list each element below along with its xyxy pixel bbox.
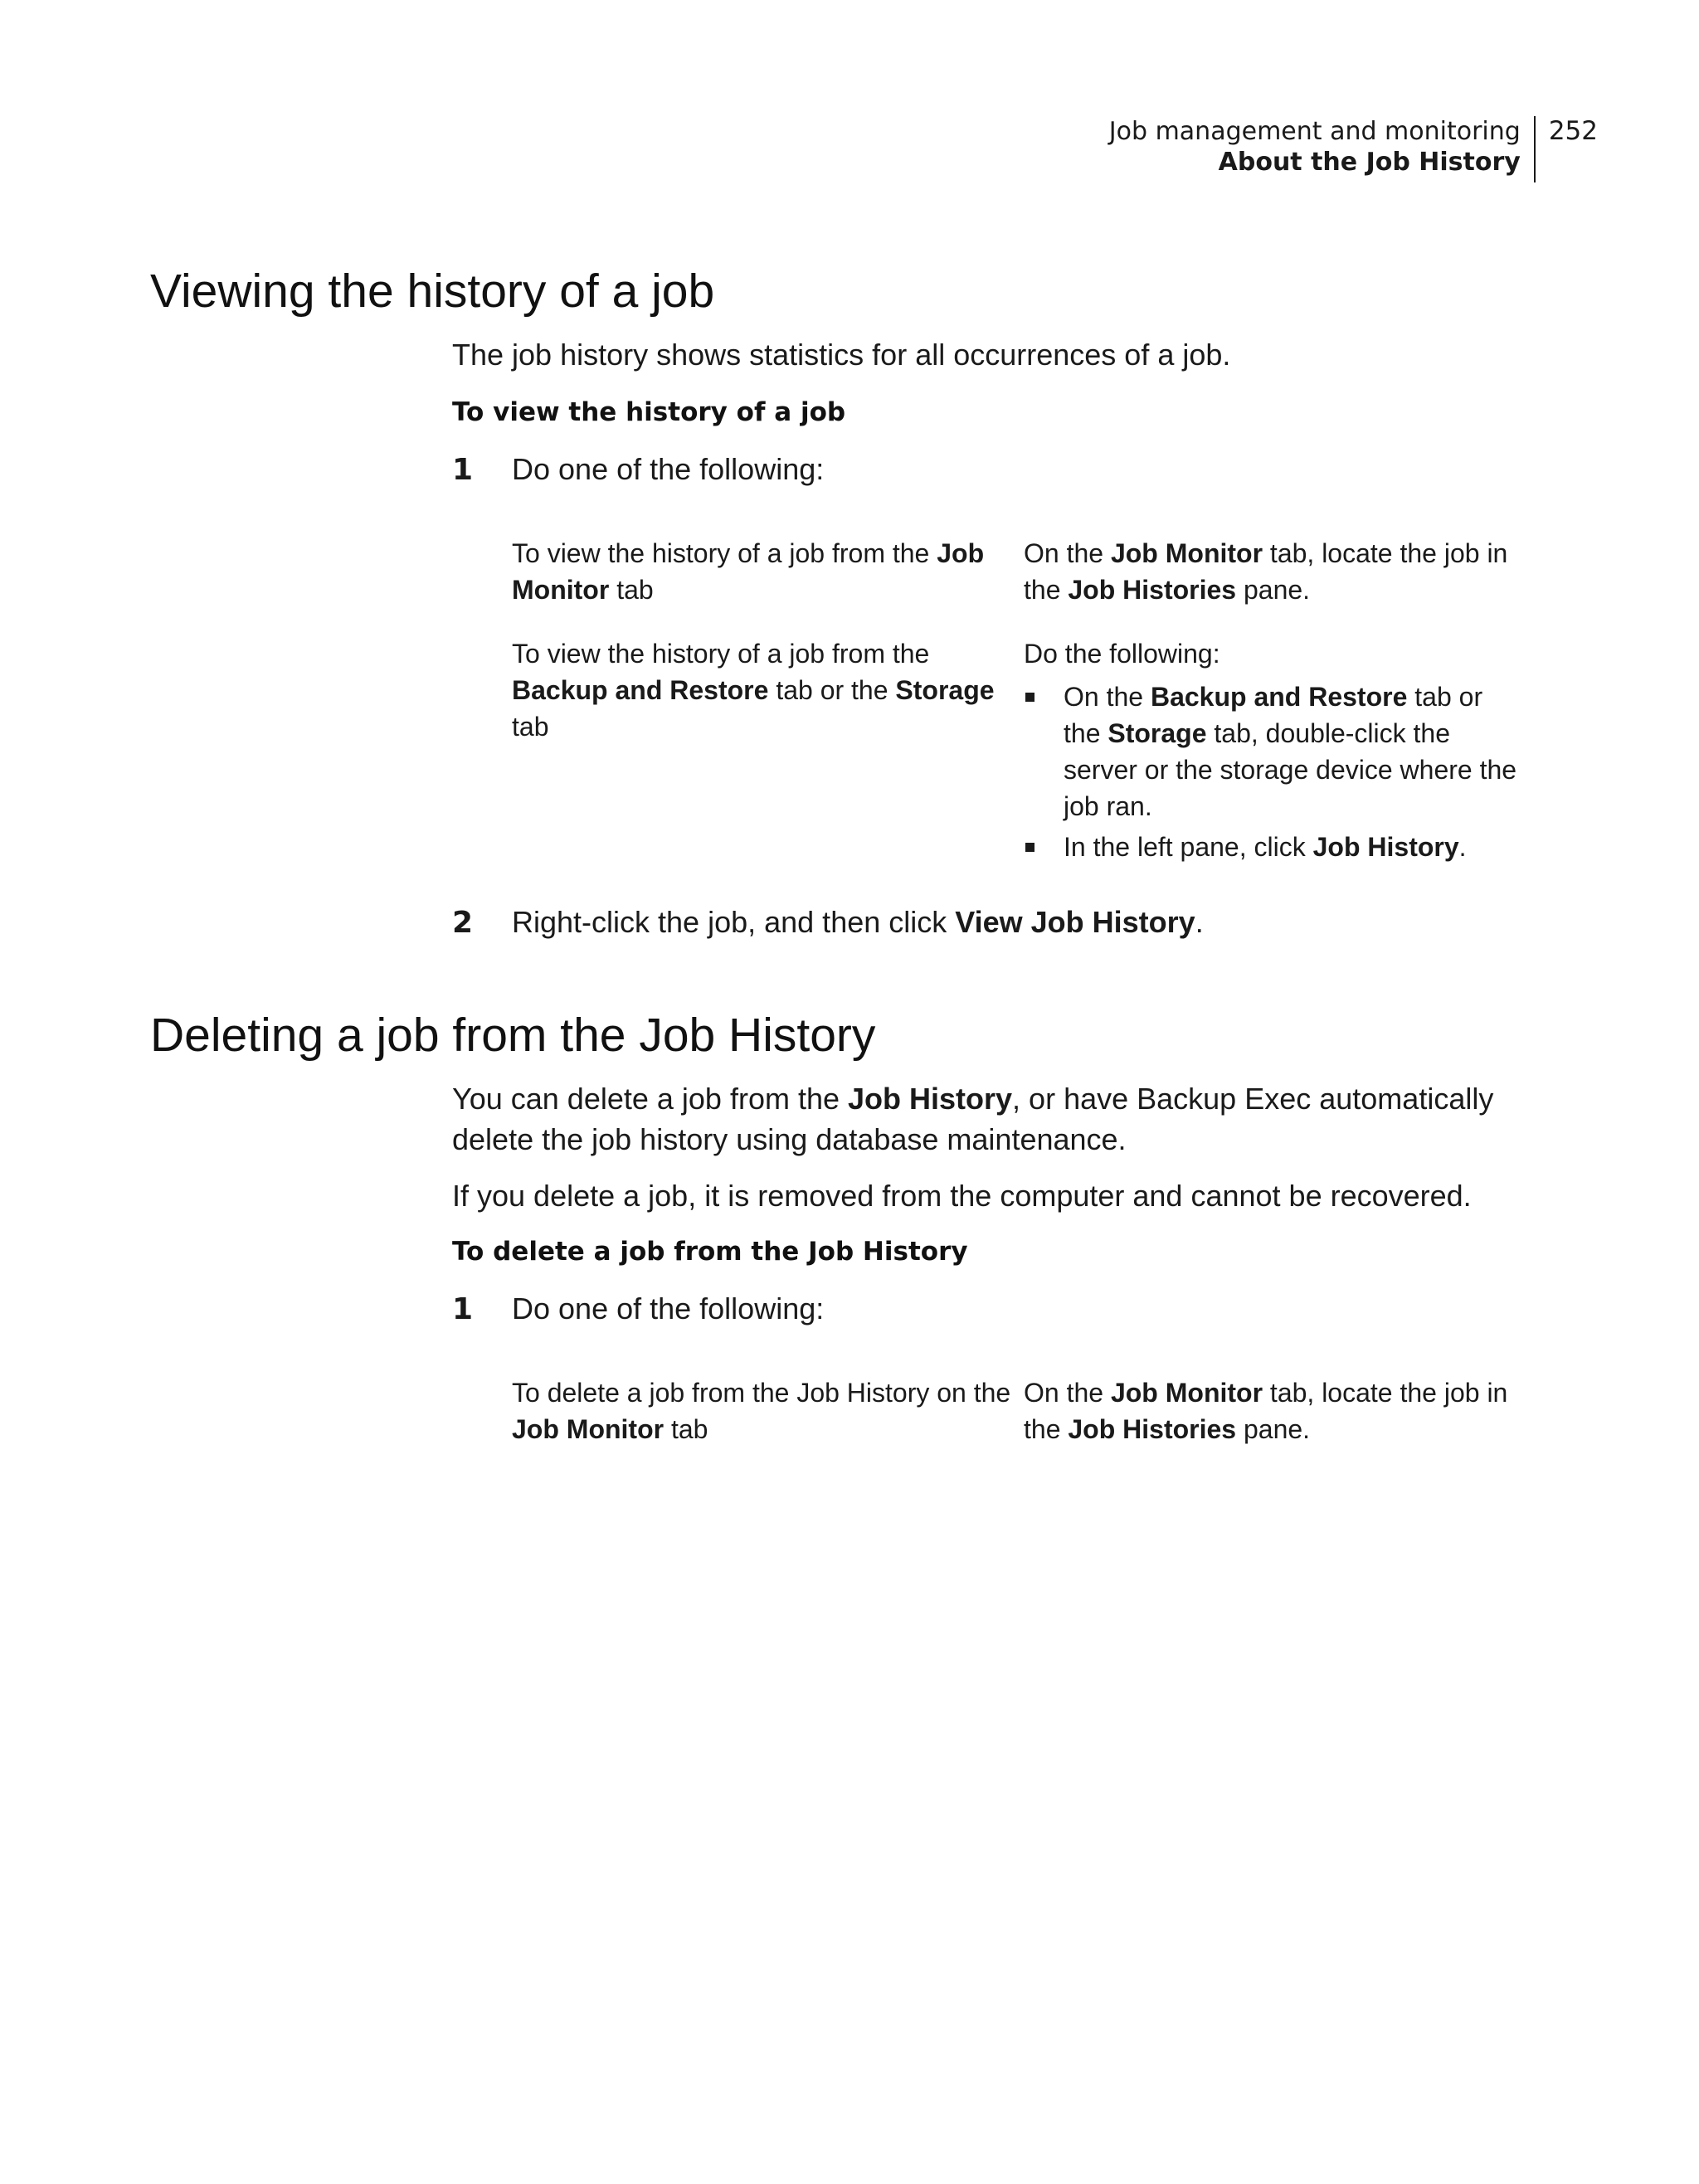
procedure-title-view: To view the history of a job — [452, 397, 846, 427]
step-number: 1 — [452, 1292, 474, 1326]
cell-text: On the — [1024, 1378, 1111, 1408]
step-text — [512, 902, 1204, 942]
section2-note: If you delete a job, it is removed from the computer and cannot be recovered. — [452, 1179, 1472, 1213]
section-heading-deleting: Deleting a job from the Job History — [150, 1009, 876, 1062]
cell-text: tab or the — [1064, 682, 1483, 748]
ui-term: Backup and Restore — [512, 675, 769, 705]
ui-term: Storage — [895, 675, 995, 705]
step-text-part: . — [1195, 905, 1204, 939]
ui-term: Job Histories — [1068, 1414, 1237, 1444]
cell-text: tab — [664, 1414, 708, 1444]
table-cell-action — [1024, 1374, 1524, 1447]
cell-text: tab — [512, 712, 549, 742]
body-text: , or have Backup Exec automatically delete the job history using database maintenance. — [452, 1082, 1494, 1156]
section2-intro-block — [452, 1078, 1547, 1216]
running-header — [1109, 116, 1598, 182]
step-1-view — [452, 449, 824, 490]
page-number: 252 — [1548, 116, 1598, 146]
table-cell-condition — [512, 635, 1024, 869]
ui-term: View Job History — [955, 905, 1195, 939]
options-table-view — [512, 535, 1524, 897]
ui-term: Job Monitor — [1110, 1378, 1263, 1408]
procedure-title-delete: To delete a job from the Job History — [452, 1237, 968, 1267]
table-row — [512, 535, 1524, 608]
running-header-text — [1109, 116, 1536, 182]
bullet-square-icon — [1025, 843, 1034, 852]
cell-text: tab or the — [768, 675, 896, 705]
bullet-square-icon — [1025, 693, 1034, 702]
table-row — [512, 635, 1524, 869]
ui-term: Backup and Restore — [1150, 682, 1408, 712]
ui-term: Storage — [1108, 718, 1207, 748]
step-text: Do one of the following: — [512, 1291, 825, 1325]
ui-term: Job Monitor — [512, 1414, 665, 1444]
procedure-title-block — [452, 1235, 1547, 1268]
cell-text: In the left pane, click — [1064, 832, 1313, 862]
chapter-title: Job management and monitoring — [1108, 117, 1521, 146]
action-lead: Do the following: — [1024, 639, 1220, 669]
cell-text: pane. — [1236, 575, 1311, 605]
section2-intro — [452, 1078, 1547, 1160]
step-1-delete — [452, 1288, 824, 1330]
cell-text: To view the history of a job from the — [512, 538, 937, 568]
cell-text: tab, locate the job in the — [1024, 1378, 1508, 1444]
ui-term: Job Histories — [1068, 575, 1237, 605]
step-number: 1 — [452, 453, 474, 487]
cell-text: . — [1458, 832, 1467, 862]
cell-text: tab, double-click the server or the storage device where the job ran. — [1064, 718, 1517, 821]
options-table-delete — [512, 1374, 1524, 1475]
section1-intro: The job history shows statistics for all occurrences of a job. — [452, 338, 1231, 372]
table-cell-condition — [512, 535, 1024, 608]
cell-text: To delete a job from the Job History on the — [512, 1378, 1011, 1408]
ui-term: Job History — [848, 1082, 1013, 1116]
step-text: Do one of the following: — [512, 452, 825, 486]
bullet-list — [1024, 679, 1524, 865]
table-cell-action — [1024, 535, 1524, 608]
cell-text: pane. — [1236, 1414, 1311, 1444]
cell-text: On the — [1064, 682, 1151, 712]
body-text: You can delete a job from the — [452, 1082, 848, 1116]
cell-text: tab — [609, 575, 654, 605]
table-row — [512, 1374, 1524, 1447]
table-cell-condition — [512, 1374, 1024, 1447]
cell-text: To view the history of a job from the — [512, 639, 930, 669]
cell-text: On the — [1024, 538, 1111, 568]
list-item — [1024, 829, 1524, 865]
ui-term: Job History — [1312, 832, 1459, 862]
cell-text: tab, locate the job in the — [1024, 538, 1508, 605]
section1-intro-block — [452, 334, 1547, 375]
ui-term: Job Monitor — [1110, 538, 1263, 568]
list-item — [1024, 679, 1524, 824]
step-text-part: Right-click the job, and then click — [512, 905, 956, 939]
table-cell-action — [1024, 635, 1524, 869]
procedure-title-block — [452, 396, 1547, 429]
ui-term: Job Monitor — [512, 538, 985, 605]
step-number: 2 — [452, 906, 474, 940]
section-heading-viewing: Viewing the history of a job — [150, 265, 715, 318]
section-title: About the Job History — [1218, 148, 1521, 177]
step-2-view — [452, 902, 1204, 943]
